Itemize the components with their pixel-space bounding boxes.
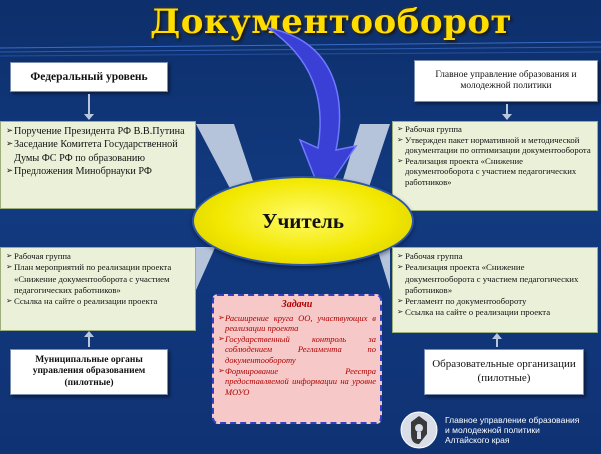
municipal-item: ➢ Рабочая группа [6,251,190,262]
logo-text-line1: Главное управление образования [445,414,580,425]
page-title: Документооборот [150,2,513,42]
orgs-item: ➢ Ссылка на сайте о реализации проекта [397,307,593,318]
orgs-header [424,349,584,395]
main-admin-item: ➢ Утвержден пакет нормативной и методической документации по оптимизации документооборота [397,135,593,156]
main-admin-header-text: Главное управление образования и молодежной политики [435,70,577,91]
main-admin-connector [506,104,508,118]
logo-text [445,415,579,446]
federal-item: ➢ Заседание Комитета Государственной Думы ФС РФ по образованию [6,138,190,165]
logo-area [399,408,599,452]
logo-text-line2: и молодежной политики [445,424,540,435]
main-admin-item: ➢ Реализация проекта «Снижение документооборота с участием педагогических работников» [397,156,593,188]
teacher-label: Учитель [262,208,344,233]
federal-level-header [10,62,168,92]
federal-connector [88,94,90,118]
orgs-item: ➢ Регламент по документообороту [397,296,593,307]
municipal-header-text: Муниципальные органы управления образованием (пилотные) [32,354,146,388]
municipal-panel [0,247,196,331]
tasks-item: ➢ Государственный контроль за соблюдением Регламента по документообороту [218,334,376,366]
logo-text-line3: Алтайского края [445,435,510,446]
orgs-item: ➢ Реализация проекта «Снижение документооборота с участием педагогических работников» [397,262,593,296]
municipal-connector [88,333,90,347]
orgs-panel [392,247,598,333]
curved-arrow [268,28,356,196]
federal-item: ➢ Поручение Президента РФ В.В.Путина [6,125,190,138]
orgs-header-text: Образовательные организации (пилотные) [432,358,576,384]
municipal-item: ➢ Ссылка на сайте о реализации проекта [6,296,190,307]
municipal-item: ➢ План мероприятий по реализации проекта «Снижение документооборота с участием педагогических работников» [6,262,190,296]
federal-item: ➢ Предложения Минобрнауки РФ [6,165,190,178]
federal-level-header-text: Федеральный уровень [30,71,148,83]
federal-panel [0,121,196,209]
municipal-header [10,349,168,395]
orgs-connector [496,335,498,347]
main-admin-header [414,60,598,102]
tasks-box [212,294,382,424]
teacher-ellipse [192,176,414,266]
main-admin-panel [392,121,598,211]
orgs-item: ➢ Рабочая группа [397,251,593,262]
main-admin-item: ➢ Рабочая группа [397,124,593,135]
tasks-item: ➢ Формирование Реестра предоставляемой информации на уровне МОУО [218,366,376,398]
tasks-title: Задачи [281,299,313,310]
tasks-item: ➢ Расширение круга ОО, участвующих в реализации проекта [218,313,376,334]
emblem-icon [399,410,439,450]
